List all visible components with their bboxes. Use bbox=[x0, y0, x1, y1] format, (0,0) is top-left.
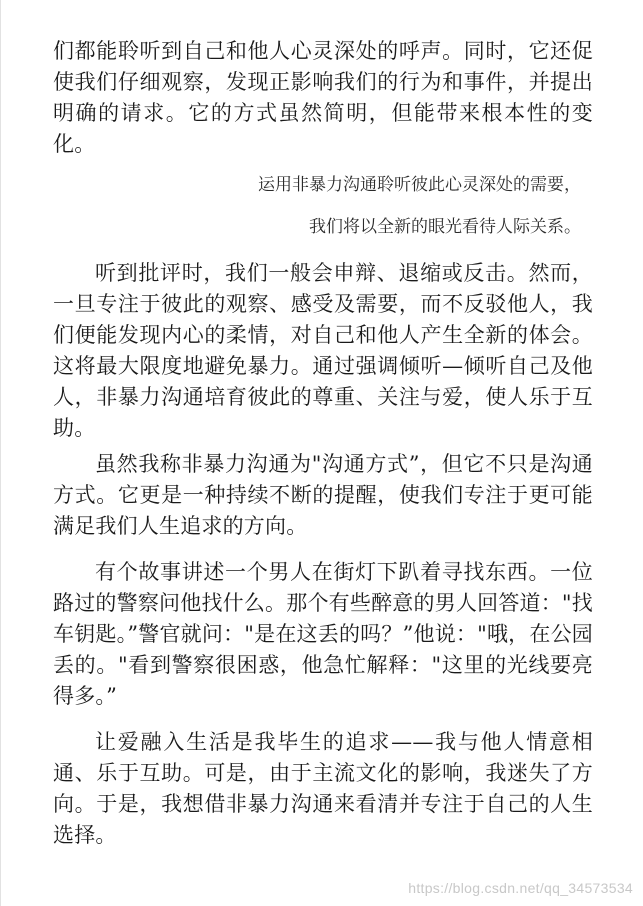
paragraph-1: 们都能聆听到自己和他人心灵深处的呼声。同时，它还促使我们仔细观察，发现正影响我们的行为和事件，并提出明确的请求。它的方式虽然简明，但能带来根本性的变化。 bbox=[53, 39, 593, 156]
pull-quote-line-2: 我们将以全新的眼光看待人际关系。 bbox=[309, 217, 581, 237]
paragraph-3: 虽然我称非暴力沟通为"沟通方式”，但它不只是沟通方式。它更是一种持续不断的提醒，使我们专注于更可能满足我们人生追求的方向。 bbox=[53, 452, 593, 538]
pull-quote-line-1: 运用非暴力沟通聆听彼此心灵深处的需要， bbox=[258, 175, 581, 195]
paragraph-4: 有个故事讲述一个男人在街灯下趴着寻找东西。一位路过的警察问他找什么。那个有些醉意的男人回答道："找车钥匙。”警官就问："是在这丢的吗？”他说："哦，在公园丢的。"看到警察很困惑，他急忙解释："这里的光线要亮得多。” bbox=[53, 560, 593, 708]
paragraph-5: 让爱融入生活是我毕生的追求——我与他人情意相通、乐于互助。可是，由于主流文化的影响，我迷失了方向。于是，我想借非暴力沟通来看清并专注于自己的人生选择。 bbox=[53, 730, 593, 847]
watermark-url: https://blog.csdn.net/qq_34573534 bbox=[408, 880, 633, 896]
paragraph-2: 听到批评时，我们一般会申辩、退缩或反击。然而，一旦专注于彼此的观察、感受及需要，而不反驳他人，我们便能发现内心的柔情，对自己和他人产生全新的体会。这将最大限度地避免暴力。通过强调倾听—倾听自己及他人，非暴力沟通培育彼此的尊重、关注与爱，使人乐于互助。 bbox=[53, 261, 593, 440]
